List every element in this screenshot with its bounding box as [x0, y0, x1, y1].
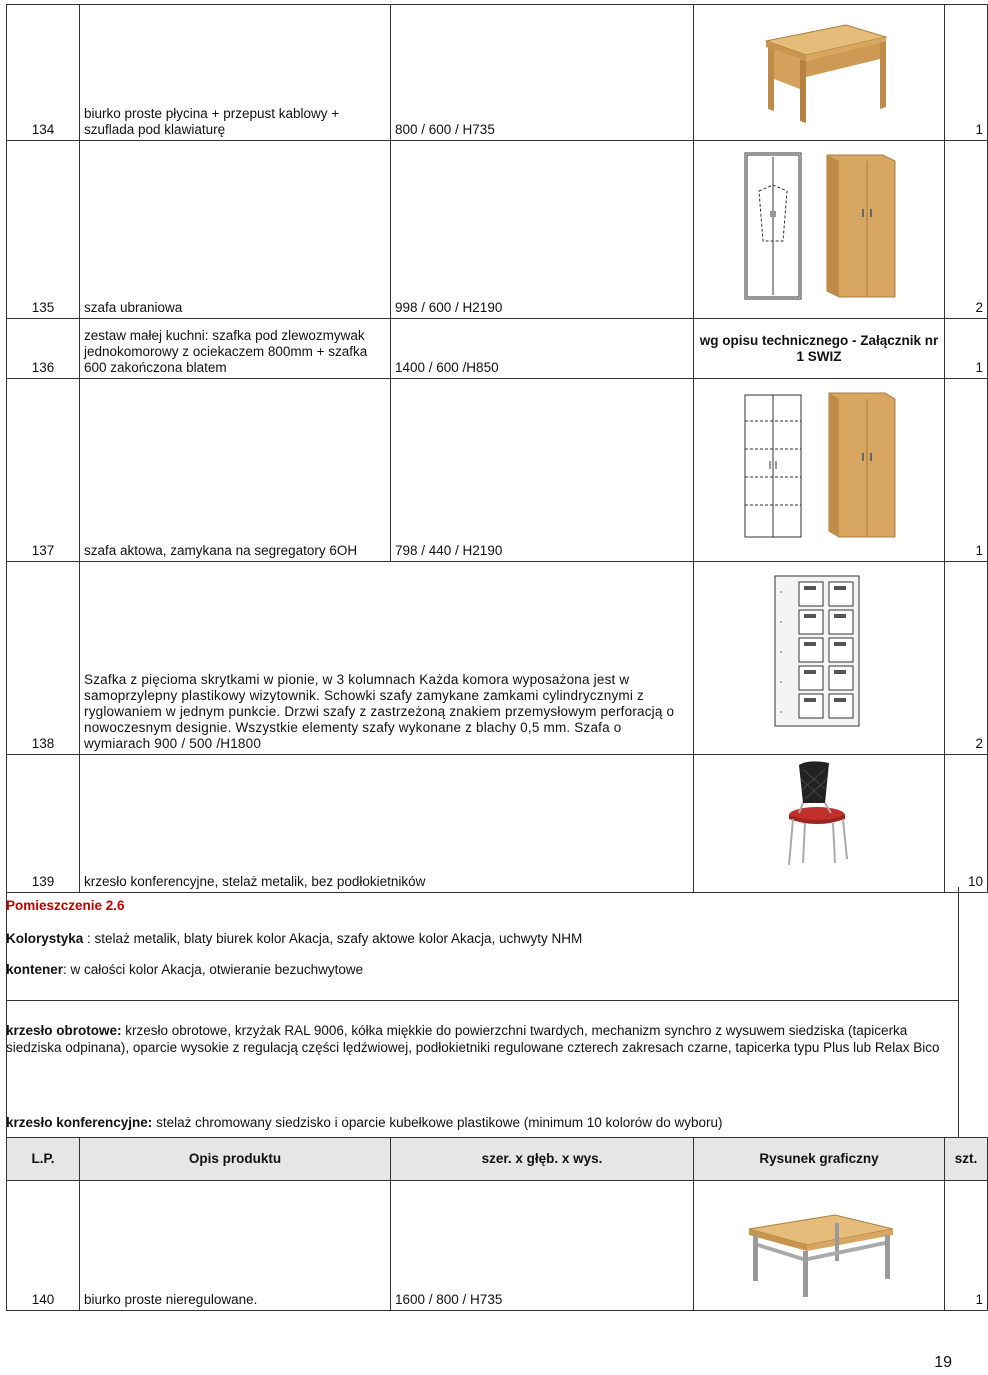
- table-row: [7, 379, 988, 562]
- quantity: 2: [945, 562, 988, 755]
- table-header: [7, 1138, 988, 1181]
- furniture-table-top: [6, 4, 988, 893]
- quantity: 2: [945, 141, 988, 319]
- row-number: 135: [7, 141, 80, 319]
- quantity: 1: [945, 1181, 988, 1311]
- table-row: [7, 755, 988, 893]
- quantity: 10: [945, 755, 988, 893]
- row-number: 138: [7, 562, 80, 755]
- product-description: szafa ubraniowa: [80, 141, 391, 319]
- header-img: Rysunek graficzny: [694, 1138, 945, 1181]
- furniture-table-bottom: [6, 1137, 988, 1311]
- room-title-text: Pomieszczenie 2.6: [6, 898, 125, 913]
- chair-image: [694, 755, 945, 893]
- wardrobe-image: [694, 141, 945, 319]
- product-dimensions: 1400 / 600 /H850: [391, 319, 694, 379]
- krzeslo-obrotowe-label: krzesło obrotowe:: [6, 1023, 122, 1038]
- image-note: wg opisu technicznego - Załącznik nr 1 SWIZ: [694, 319, 945, 379]
- section-frame: [6, 887, 959, 1137]
- table-row: [7, 5, 988, 141]
- locker-image: [694, 562, 945, 755]
- product-description: biurko proste nieregulowane.: [80, 1181, 391, 1311]
- krzeslo-konf-text: stelaż chromowany siedzisko i oparcie kubełkowe plastikowe (minimum 10 kolorów do wyboru): [152, 1115, 723, 1130]
- product-description: biurko proste płycina + przepust kablowy + szuflada pod klawiaturę: [80, 5, 391, 141]
- krzeslo-konf-label: krzesło konferencyjne:: [6, 1115, 153, 1130]
- krzeslo-obrotowe-text: krzesło obrotowe, krzyżak RAL 9006, kółka miękkie do powierzchni twardych, mechanizm synchro z wysuwem siedziska (tapicerka siedziska odpinana), oparcie wysokie z regulacją części lędźwiowej, podłokietniki regulowane czterech zakresach czarne, tapicerka typu Plus lub Relax Bico: [6, 1023, 940, 1055]
- table-row: [7, 319, 988, 379]
- row-number: 134: [7, 5, 80, 141]
- kolorystyka-text: : stelaż metalik, blaty biurek kolor Akacja, szafy aktowe kolor Akacja, uchwyty NHM: [83, 931, 583, 946]
- divider: [6, 1000, 959, 1001]
- quantity: 1: [945, 5, 988, 141]
- desk-image: [694, 5, 945, 141]
- header-lp: L.P.: [7, 1138, 80, 1181]
- header-qty: szt.: [945, 1138, 988, 1181]
- row-number: 136: [7, 319, 80, 379]
- table-row: [7, 562, 988, 755]
- row-number: 140: [7, 1181, 80, 1311]
- product-dimensions: 798 / 440 / H2190: [391, 379, 694, 562]
- table-row: [7, 141, 988, 319]
- product-dimensions: 800 / 600 / H735: [391, 5, 694, 141]
- header-desc: Opis produktu: [80, 1138, 391, 1181]
- header-dim: szer. x głęb. x wys.: [391, 1138, 694, 1181]
- table-image: [694, 1181, 945, 1311]
- product-description: szafa aktowa, zamykana na segregatory 6OH: [80, 379, 391, 562]
- quantity: 1: [945, 319, 988, 379]
- product-description: krzesło konferencyjne, stelaż metalik, bez podłokietników: [80, 755, 694, 893]
- kontener-text: : w całości kolor Akacja, otwieranie bezuchwytowe: [63, 962, 364, 977]
- table-row: [7, 1181, 988, 1311]
- row-number: 137: [7, 379, 80, 562]
- file-cabinet-image: [694, 379, 945, 562]
- quantity: 1: [945, 379, 988, 562]
- product-description: Szafka z pięcioma skrytkami w pionie, w 3 kolumnach Każda komora wyposażona jest w samoprzylepny plastikowy wizytownik. Schowki szafy zamykane zamkami cylindrycznymi z ryglowaniem w jednym punkcie. Drzwi szafy z zastrzeżoną znakiem przemysłowym perforacją o nowoczesnym designie. Wszystkie elementy szafy wykonane z blachy 0,5 mm. Szafa o wymiarach 900 / 500 /H1800: [80, 562, 694, 755]
- product-dimensions: 1600 / 800 / H735: [391, 1181, 694, 1311]
- kolorystyka-label: Kolorystyka: [6, 931, 84, 946]
- row-number: 139: [7, 755, 80, 893]
- product-description: zestaw małej kuchni: szafka pod zlewozmywak jednokomorowy z ociekaczem 800mm + szafka 600 zakończona blatem: [80, 319, 391, 379]
- kontener-label: kontener: [6, 962, 64, 977]
- page-number: 19: [934, 1354, 952, 1371]
- product-dimensions: 998 / 600 / H2190: [391, 141, 694, 319]
